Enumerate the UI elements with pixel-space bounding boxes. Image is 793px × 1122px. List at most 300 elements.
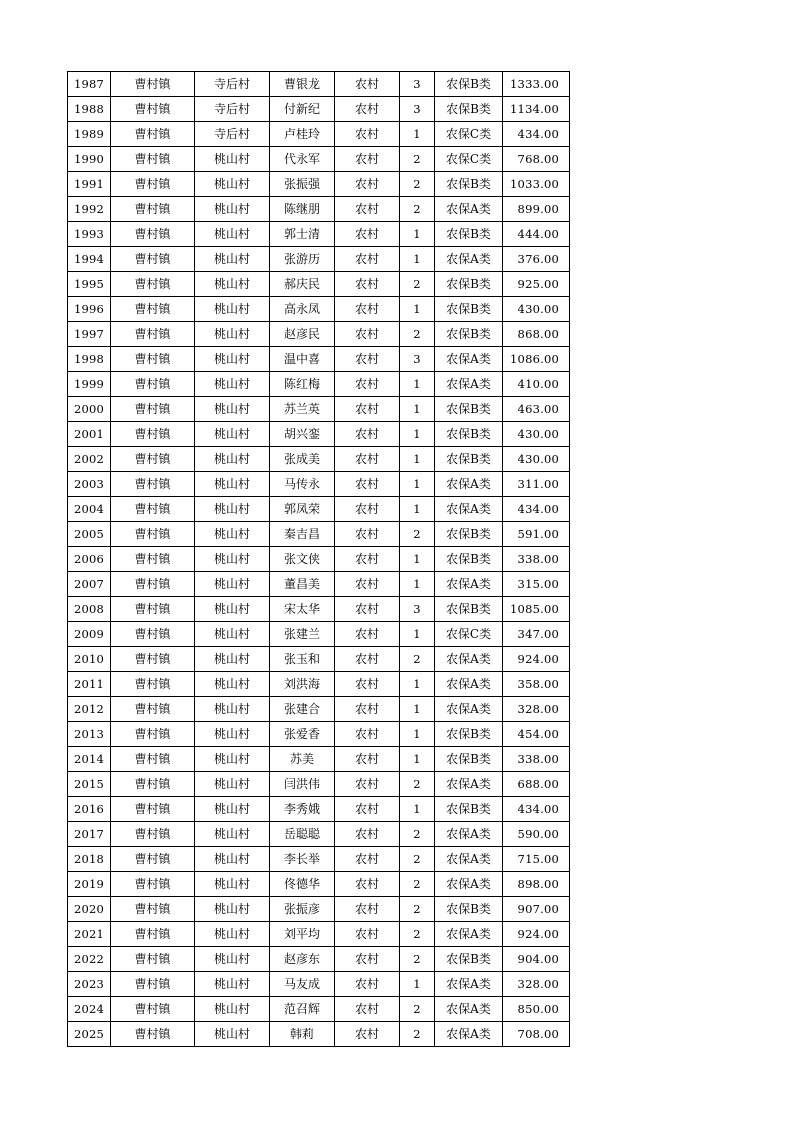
name-cell: 马友成 [270, 972, 335, 997]
row-number: 1991 [68, 172, 111, 197]
town-cell: 曹村镇 [111, 472, 195, 497]
village-cell: 桃山村 [195, 197, 270, 222]
household-count-cell: 1 [400, 222, 435, 247]
household-count-cell: 2 [400, 197, 435, 222]
area-type-cell: 农村 [335, 172, 400, 197]
town-cell: 曹村镇 [111, 697, 195, 722]
table-row [68, 522, 570, 547]
amount-cell: 924.00 [503, 922, 570, 947]
household-count-cell: 1 [400, 697, 435, 722]
table-row [68, 1022, 570, 1047]
row-number: 1999 [68, 372, 111, 397]
row-number: 2010 [68, 647, 111, 672]
category-cell: 农保A类 [435, 672, 503, 697]
area-type-cell: 农村 [335, 622, 400, 647]
name-cell: 苏兰英 [270, 397, 335, 422]
row-number: 1993 [68, 222, 111, 247]
name-cell: 宋太华 [270, 597, 335, 622]
name-cell: 张文侠 [270, 547, 335, 572]
household-count-cell: 1 [400, 372, 435, 397]
village-cell: 桃山村 [195, 172, 270, 197]
amount-cell: 898.00 [503, 872, 570, 897]
name-cell: 刘洪海 [270, 672, 335, 697]
name-cell: 郭士清 [270, 222, 335, 247]
village-cell: 桃山村 [195, 872, 270, 897]
area-type-cell: 农村 [335, 697, 400, 722]
amount-cell: 768.00 [503, 147, 570, 172]
name-cell: 赵彦民 [270, 322, 335, 347]
amount-cell: 708.00 [503, 1022, 570, 1047]
village-cell: 桃山村 [195, 422, 270, 447]
amount-cell: 907.00 [503, 897, 570, 922]
name-cell: 张游历 [270, 247, 335, 272]
town-cell: 曹村镇 [111, 272, 195, 297]
category-cell: 农保B类 [435, 272, 503, 297]
category-cell: 农保B类 [435, 547, 503, 572]
area-type-cell: 农村 [335, 947, 400, 972]
category-cell: 农保C类 [435, 122, 503, 147]
area-type-cell: 农村 [335, 597, 400, 622]
table-row [68, 497, 570, 522]
amount-cell: 315.00 [503, 572, 570, 597]
household-count-cell: 2 [400, 1022, 435, 1047]
amount-cell: 850.00 [503, 997, 570, 1022]
area-type-cell: 农村 [335, 922, 400, 947]
area-type-cell: 农村 [335, 797, 400, 822]
town-cell: 曹村镇 [111, 197, 195, 222]
amount-cell: 376.00 [503, 247, 570, 272]
table-row [68, 297, 570, 322]
household-count-cell: 1 [400, 972, 435, 997]
table-row [68, 972, 570, 997]
town-cell: 曹村镇 [111, 247, 195, 272]
category-cell: 农保B类 [435, 172, 503, 197]
village-cell: 桃山村 [195, 572, 270, 597]
table-row [68, 772, 570, 797]
town-cell: 曹村镇 [111, 847, 195, 872]
area-type-cell: 农村 [335, 847, 400, 872]
category-cell: 农保A类 [435, 247, 503, 272]
household-count-cell: 3 [400, 72, 435, 97]
amount-cell: 347.00 [503, 622, 570, 647]
category-cell: 农保A类 [435, 972, 503, 997]
table-row [68, 672, 570, 697]
village-cell: 寺后村 [195, 122, 270, 147]
amount-cell: 434.00 [503, 122, 570, 147]
area-type-cell: 农村 [335, 347, 400, 372]
area-type-cell: 农村 [335, 297, 400, 322]
town-cell: 曹村镇 [111, 547, 195, 572]
table-row [68, 172, 570, 197]
beneficiary-table [67, 71, 570, 1047]
household-count-cell: 1 [400, 547, 435, 572]
name-cell: 郭凤荣 [270, 497, 335, 522]
name-cell: 曹银龙 [270, 72, 335, 97]
town-cell: 曹村镇 [111, 597, 195, 622]
row-number: 2013 [68, 722, 111, 747]
area-type-cell: 农村 [335, 122, 400, 147]
household-count-cell: 2 [400, 772, 435, 797]
name-cell: 高永凤 [270, 297, 335, 322]
household-count-cell: 3 [400, 97, 435, 122]
row-number: 2003 [68, 472, 111, 497]
row-number: 1998 [68, 347, 111, 372]
category-cell: 农保A类 [435, 347, 503, 372]
table-row [68, 897, 570, 922]
amount-cell: 899.00 [503, 197, 570, 222]
area-type-cell: 农村 [335, 472, 400, 497]
amount-cell: 924.00 [503, 647, 570, 672]
village-cell: 桃山村 [195, 722, 270, 747]
village-cell: 寺后村 [195, 72, 270, 97]
table-row [68, 397, 570, 422]
town-cell: 曹村镇 [111, 647, 195, 672]
town-cell: 曹村镇 [111, 772, 195, 797]
table-row [68, 72, 570, 97]
name-cell: 马传永 [270, 472, 335, 497]
table-row [68, 547, 570, 572]
town-cell: 曹村镇 [111, 622, 195, 647]
household-count-cell: 3 [400, 597, 435, 622]
table-row [68, 722, 570, 747]
area-type-cell: 农村 [335, 422, 400, 447]
town-cell: 曹村镇 [111, 222, 195, 247]
village-cell: 桃山村 [195, 747, 270, 772]
amount-cell: 430.00 [503, 447, 570, 472]
amount-cell: 454.00 [503, 722, 570, 747]
town-cell: 曹村镇 [111, 397, 195, 422]
category-cell: 农保A类 [435, 1022, 503, 1047]
area-type-cell: 农村 [335, 72, 400, 97]
category-cell: 农保B类 [435, 72, 503, 97]
row-number: 2023 [68, 972, 111, 997]
household-count-cell: 1 [400, 247, 435, 272]
area-type-cell: 农村 [335, 1022, 400, 1047]
category-cell: 农保A类 [435, 572, 503, 597]
row-number: 1988 [68, 97, 111, 122]
village-cell: 寺后村 [195, 97, 270, 122]
amount-cell: 311.00 [503, 472, 570, 497]
table-row [68, 322, 570, 347]
village-cell: 桃山村 [195, 772, 270, 797]
household-count-cell: 1 [400, 397, 435, 422]
amount-cell: 1033.00 [503, 172, 570, 197]
name-cell: 李秀娥 [270, 797, 335, 822]
town-cell: 曹村镇 [111, 347, 195, 372]
row-number: 2001 [68, 422, 111, 447]
category-cell: 农保A类 [435, 872, 503, 897]
amount-cell: 904.00 [503, 947, 570, 972]
table-row [68, 247, 570, 272]
village-cell: 桃山村 [195, 822, 270, 847]
household-count-cell: 1 [400, 722, 435, 747]
town-cell: 曹村镇 [111, 897, 195, 922]
village-cell: 桃山村 [195, 847, 270, 872]
household-count-cell: 1 [400, 747, 435, 772]
village-cell: 桃山村 [195, 322, 270, 347]
name-cell: 刘平均 [270, 922, 335, 947]
amount-cell: 868.00 [503, 322, 570, 347]
village-cell: 桃山村 [195, 147, 270, 172]
row-number: 2014 [68, 747, 111, 772]
area-type-cell: 农村 [335, 972, 400, 997]
table-row [68, 922, 570, 947]
name-cell: 苏美 [270, 747, 335, 772]
name-cell: 赵彦东 [270, 947, 335, 972]
town-cell: 曹村镇 [111, 122, 195, 147]
town-cell: 曹村镇 [111, 297, 195, 322]
village-cell: 桃山村 [195, 622, 270, 647]
area-type-cell: 农村 [335, 197, 400, 222]
table-row [68, 222, 570, 247]
household-count-cell: 2 [400, 147, 435, 172]
row-number: 2017 [68, 822, 111, 847]
table-row [68, 947, 570, 972]
name-cell: 董昌美 [270, 572, 335, 597]
name-cell: 岳聪聪 [270, 822, 335, 847]
town-cell: 曹村镇 [111, 922, 195, 947]
table-row [68, 272, 570, 297]
household-count-cell: 2 [400, 922, 435, 947]
table-row [68, 197, 570, 222]
name-cell: 陈继朋 [270, 197, 335, 222]
area-type-cell: 农村 [335, 497, 400, 522]
name-cell: 郝庆民 [270, 272, 335, 297]
area-type-cell: 农村 [335, 772, 400, 797]
village-cell: 桃山村 [195, 897, 270, 922]
village-cell: 桃山村 [195, 922, 270, 947]
category-cell: 农保B类 [435, 522, 503, 547]
row-number: 2002 [68, 447, 111, 472]
area-type-cell: 农村 [335, 572, 400, 597]
row-number: 2025 [68, 1022, 111, 1047]
area-type-cell: 农村 [335, 97, 400, 122]
row-number: 2000 [68, 397, 111, 422]
row-number: 2020 [68, 897, 111, 922]
amount-cell: 430.00 [503, 422, 570, 447]
area-type-cell: 农村 [335, 222, 400, 247]
row-number: 1996 [68, 297, 111, 322]
name-cell: 张成美 [270, 447, 335, 472]
area-type-cell: 农村 [335, 372, 400, 397]
amount-cell: 463.00 [503, 397, 570, 422]
category-cell: 农保B类 [435, 97, 503, 122]
amount-cell: 328.00 [503, 697, 570, 722]
table-row [68, 122, 570, 147]
table-row [68, 797, 570, 822]
category-cell: 农保B类 [435, 597, 503, 622]
row-number: 2016 [68, 797, 111, 822]
household-count-cell: 1 [400, 422, 435, 447]
village-cell: 桃山村 [195, 997, 270, 1022]
town-cell: 曹村镇 [111, 997, 195, 1022]
household-count-cell: 1 [400, 572, 435, 597]
household-count-cell: 1 [400, 672, 435, 697]
town-cell: 曹村镇 [111, 447, 195, 472]
table-row [68, 347, 570, 372]
name-cell: 佟德华 [270, 872, 335, 897]
household-count-cell: 2 [400, 897, 435, 922]
row-number: 2008 [68, 597, 111, 622]
town-cell: 曹村镇 [111, 947, 195, 972]
town-cell: 曹村镇 [111, 722, 195, 747]
table-row [68, 472, 570, 497]
table-row [68, 372, 570, 397]
area-type-cell: 农村 [335, 247, 400, 272]
area-type-cell: 农村 [335, 397, 400, 422]
town-cell: 曹村镇 [111, 147, 195, 172]
town-cell: 曹村镇 [111, 497, 195, 522]
village-cell: 桃山村 [195, 947, 270, 972]
village-cell: 桃山村 [195, 472, 270, 497]
area-type-cell: 农村 [335, 322, 400, 347]
row-number: 2022 [68, 947, 111, 972]
table-row [68, 147, 570, 172]
category-cell: 农保A类 [435, 647, 503, 672]
village-cell: 桃山村 [195, 522, 270, 547]
village-cell: 桃山村 [195, 647, 270, 672]
amount-cell: 591.00 [503, 522, 570, 547]
village-cell: 桃山村 [195, 447, 270, 472]
category-cell: 农保C类 [435, 147, 503, 172]
category-cell: 农保B类 [435, 797, 503, 822]
row-number: 1987 [68, 72, 111, 97]
household-count-cell: 1 [400, 297, 435, 322]
row-number: 1990 [68, 147, 111, 172]
amount-cell: 688.00 [503, 772, 570, 797]
category-cell: 农保B类 [435, 722, 503, 747]
amount-cell: 410.00 [503, 372, 570, 397]
row-number: 2019 [68, 872, 111, 897]
row-number: 2015 [68, 772, 111, 797]
area-type-cell: 农村 [335, 897, 400, 922]
row-number: 2004 [68, 497, 111, 522]
table-row [68, 422, 570, 447]
category-cell: 农保B类 [435, 897, 503, 922]
household-count-cell: 2 [400, 822, 435, 847]
household-count-cell: 2 [400, 872, 435, 897]
category-cell: 农保A类 [435, 697, 503, 722]
village-cell: 桃山村 [195, 547, 270, 572]
row-number: 2005 [68, 522, 111, 547]
household-count-cell: 3 [400, 347, 435, 372]
name-cell: 张振彦 [270, 897, 335, 922]
village-cell: 桃山村 [195, 1022, 270, 1047]
household-count-cell: 2 [400, 322, 435, 347]
category-cell: 农保A类 [435, 472, 503, 497]
name-cell: 张建兰 [270, 622, 335, 647]
household-count-cell: 2 [400, 997, 435, 1022]
row-number: 1994 [68, 247, 111, 272]
village-cell: 桃山村 [195, 797, 270, 822]
name-cell: 张爱香 [270, 722, 335, 747]
table-row [68, 597, 570, 622]
village-cell: 桃山村 [195, 397, 270, 422]
household-count-cell: 1 [400, 447, 435, 472]
category-cell: 农保A类 [435, 847, 503, 872]
town-cell: 曹村镇 [111, 172, 195, 197]
table-row [68, 822, 570, 847]
area-type-cell: 农村 [335, 872, 400, 897]
category-cell: 农保B类 [435, 297, 503, 322]
category-cell: 农保A类 [435, 922, 503, 947]
village-cell: 桃山村 [195, 972, 270, 997]
name-cell: 胡兴銮 [270, 422, 335, 447]
household-count-cell: 2 [400, 647, 435, 672]
area-type-cell: 农村 [335, 272, 400, 297]
amount-cell: 590.00 [503, 822, 570, 847]
amount-cell: 925.00 [503, 272, 570, 297]
name-cell: 温中喜 [270, 347, 335, 372]
area-type-cell: 农村 [335, 147, 400, 172]
area-type-cell: 农村 [335, 647, 400, 672]
row-number: 2012 [68, 697, 111, 722]
amount-cell: 328.00 [503, 972, 570, 997]
area-type-cell: 农村 [335, 447, 400, 472]
household-count-cell: 1 [400, 497, 435, 522]
household-count-cell: 2 [400, 947, 435, 972]
village-cell: 桃山村 [195, 672, 270, 697]
amount-cell: 430.00 [503, 297, 570, 322]
area-type-cell: 农村 [335, 997, 400, 1022]
row-number: 2021 [68, 922, 111, 947]
table-row [68, 872, 570, 897]
area-type-cell: 农村 [335, 547, 400, 572]
household-count-cell: 1 [400, 622, 435, 647]
town-cell: 曹村镇 [111, 872, 195, 897]
name-cell: 闫洪伟 [270, 772, 335, 797]
area-type-cell: 农村 [335, 747, 400, 772]
name-cell: 韩莉 [270, 1022, 335, 1047]
village-cell: 桃山村 [195, 497, 270, 522]
category-cell: 农保B类 [435, 322, 503, 347]
household-count-cell: 2 [400, 522, 435, 547]
row-number: 2006 [68, 547, 111, 572]
amount-cell: 1086.00 [503, 347, 570, 372]
amount-cell: 1333.00 [503, 72, 570, 97]
category-cell: 农保A类 [435, 497, 503, 522]
village-cell: 桃山村 [195, 347, 270, 372]
name-cell: 张建合 [270, 697, 335, 722]
village-cell: 桃山村 [195, 272, 270, 297]
name-cell: 范召辉 [270, 997, 335, 1022]
name-cell: 陈红梅 [270, 372, 335, 397]
household-count-cell: 2 [400, 172, 435, 197]
household-count-cell: 1 [400, 472, 435, 497]
row-number: 1997 [68, 322, 111, 347]
category-cell: 农保B类 [435, 422, 503, 447]
area-type-cell: 农村 [335, 672, 400, 697]
amount-cell: 358.00 [503, 672, 570, 697]
category-cell: 农保B类 [435, 747, 503, 772]
name-cell: 付新纪 [270, 97, 335, 122]
row-number: 1992 [68, 197, 111, 222]
town-cell: 曹村镇 [111, 522, 195, 547]
name-cell: 代永军 [270, 147, 335, 172]
category-cell: 农保A类 [435, 997, 503, 1022]
amount-cell: 434.00 [503, 497, 570, 522]
amount-cell: 715.00 [503, 847, 570, 872]
row-number: 2007 [68, 572, 111, 597]
row-number: 2018 [68, 847, 111, 872]
village-cell: 桃山村 [195, 297, 270, 322]
category-cell: 农保A类 [435, 197, 503, 222]
category-cell: 农保B类 [435, 947, 503, 972]
household-count-cell: 2 [400, 847, 435, 872]
table-row [68, 447, 570, 472]
town-cell: 曹村镇 [111, 822, 195, 847]
town-cell: 曹村镇 [111, 1022, 195, 1047]
